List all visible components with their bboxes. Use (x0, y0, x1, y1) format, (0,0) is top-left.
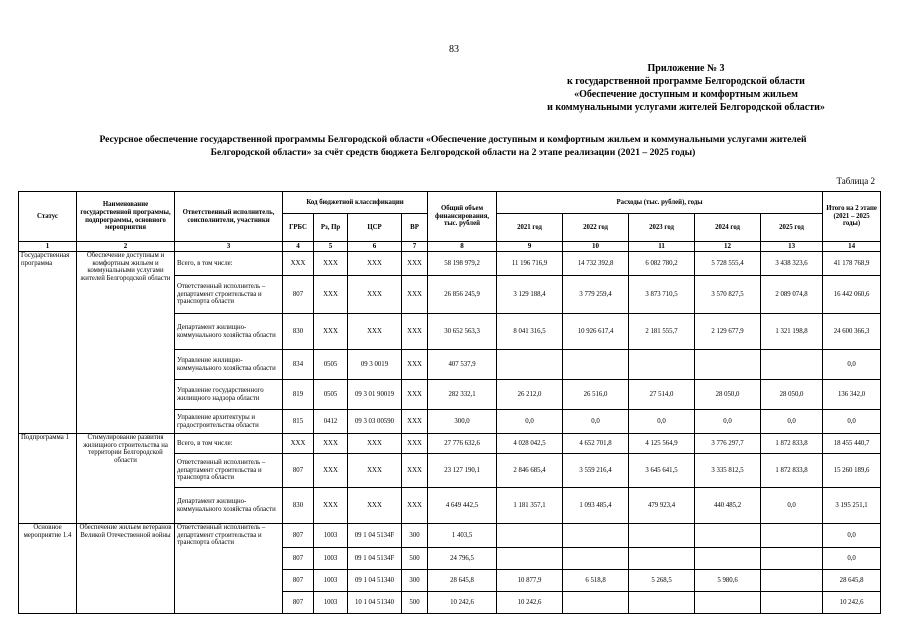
cell-csr: 09 1 04 5134F (348, 548, 402, 570)
cell-vr: 500 (402, 592, 428, 614)
cell-2025 (761, 350, 823, 380)
row-executor: Управление жилищно-коммунального хозяйства области (175, 350, 283, 380)
cell-2021: 3 129 188,4 (497, 276, 563, 314)
column-number: 8 (428, 242, 497, 252)
cell-stage-total: 0,0 (823, 410, 881, 434)
appendix-line: «Обеспечение доступным и комфортным жильем (574, 89, 798, 100)
cell-stage-total: 28 645,8 (823, 570, 881, 592)
cell-2023: 27 514,0 (629, 380, 695, 410)
row-executor: Ответственный исполнитель – департамент строительства и транспорта области (175, 524, 283, 614)
cell-2021: 10 877,9 (497, 570, 563, 592)
cell-2025: 0,0 (761, 410, 823, 434)
appendix-line: Приложение № 3 (647, 63, 725, 74)
column-number: 14 (823, 242, 881, 252)
cell-stage-total: 136 342,0 (823, 380, 881, 410)
cell-rzpr: 1003 (314, 524, 348, 548)
cell-2022 (563, 350, 629, 380)
cell-csr: 09 3 01 90019 (348, 380, 402, 410)
cell-rzpr: ХХХ (314, 434, 348, 454)
cell-csr: ХХХ (348, 252, 402, 276)
row-executor: Управление архитектуры и градостроительства области (175, 410, 283, 434)
cell-total: 23 127 190,1 (428, 454, 497, 488)
cell-total: 26 856 245,9 (428, 276, 497, 314)
cell-2022: 4 652 701,8 (563, 434, 629, 454)
cell-total: 58 198 979,2 (428, 252, 497, 276)
cell-2024: 5 728 555,4 (695, 252, 761, 276)
cell-rzpr: ХХХ (314, 488, 348, 524)
cell-stage-total: 0,0 (823, 548, 881, 570)
cell-stage-total: 3 195 251,1 (823, 488, 881, 524)
header-year-2023: 2023 год (629, 214, 695, 242)
cell-csr: ХХХ (348, 314, 402, 350)
column-number: 1 (19, 242, 77, 252)
row-executor: Управление государственного жилищного надзора области (175, 380, 283, 410)
cell-2023: 2 181 555,7 (629, 314, 695, 350)
cell-csr: 09 3 03 00590 (348, 410, 402, 434)
table-row (19, 524, 881, 548)
cell-rzpr: ХХХ (314, 454, 348, 488)
appendix-header (520, 62, 852, 114)
page-number: 83 (449, 44, 459, 55)
cell-2022: 1 093 485,4 (563, 488, 629, 524)
cell-total: 407 537,9 (428, 350, 497, 380)
cell-2023: 0,0 (629, 410, 695, 434)
cell-csr: ХХХ (348, 488, 402, 524)
cell-2023: 3 645 641,5 (629, 454, 695, 488)
cell-2021: 11 196 716,9 (497, 252, 563, 276)
cell-total: 24 796,5 (428, 548, 497, 570)
cell-2022: 3 559 216,4 (563, 454, 629, 488)
header-executor: Ответственный исполнитель, соисполнители, участники (175, 192, 283, 242)
cell-grbs: 807 (283, 548, 314, 570)
cell-2021 (497, 548, 563, 570)
cell-2022: 3 779 259,4 (563, 276, 629, 314)
row-name: Стимулирование развития жилищного строительства на территории Белгородской области (77, 434, 175, 524)
column-number: 4 (283, 242, 314, 252)
cell-csr: ХХХ (348, 434, 402, 454)
cell-csr: ХХХ (348, 276, 402, 314)
cell-2023: 479 923,4 (629, 488, 695, 524)
row-executor: Всего, в том числе: (175, 434, 283, 454)
cell-2022 (563, 592, 629, 614)
header-year-2022: 2022 год (563, 214, 629, 242)
header-rzpr: Рз, Пр (314, 214, 348, 242)
row-executor: Ответственный исполнитель – департамент строительства и транспорта области (175, 454, 283, 488)
table-row (19, 434, 881, 454)
cell-stage-total: 18 455 440,7 (823, 434, 881, 454)
cell-total: 282 332,1 (428, 380, 497, 410)
document-title (22, 133, 884, 159)
cell-stage-total: 41 178 768,9 (823, 252, 881, 276)
cell-2025: 1 872 833,8 (761, 454, 823, 488)
cell-2022: 0,0 (563, 410, 629, 434)
cell-rzpr: ХХХ (314, 252, 348, 276)
cell-total: 28 645,8 (428, 570, 497, 592)
cell-rzpr: ХХХ (314, 276, 348, 314)
row-status: Государственная программа (19, 252, 77, 434)
cell-vr: ХХХ (402, 454, 428, 488)
row-executor: Всего, в том числе: (175, 252, 283, 276)
cell-2024 (695, 548, 761, 570)
cell-2023 (629, 592, 695, 614)
cell-2021: 26 212,0 (497, 380, 563, 410)
cell-2023 (629, 350, 695, 380)
cell-2025 (761, 592, 823, 614)
column-number: 9 (497, 242, 563, 252)
cell-2024: 5 980,6 (695, 570, 761, 592)
cell-2024: 28 050,0 (695, 380, 761, 410)
cell-csr: 09 1 04 51340 (348, 570, 402, 592)
row-status: Подпрограмма 1 (19, 434, 77, 524)
cell-2023: 6 082 780,2 (629, 252, 695, 276)
cell-grbs: 807 (283, 276, 314, 314)
header-csr: ЦСР (348, 214, 402, 242)
table-label: Таблица 2 (836, 176, 875, 186)
cell-2025: 2 089 074,8 (761, 276, 823, 314)
cell-csr: 09 3 0019 (348, 350, 402, 380)
cell-2024: 3 776 297,7 (695, 434, 761, 454)
title-line: Ресурсное обеспечение государственной программы Белгородской области «Обеспечение доступным и комфортным жильем и коммунальными услугами жителей (99, 134, 807, 145)
cell-2025: 3 438 323,6 (761, 252, 823, 276)
cell-2021: 1 181 357,1 (497, 488, 563, 524)
cell-2022 (563, 524, 629, 548)
cell-2024: 0,0 (695, 410, 761, 434)
cell-2022 (563, 548, 629, 570)
cell-grbs: ХХХ (283, 252, 314, 276)
cell-2021 (497, 524, 563, 548)
title-line: Белгородской области» за счёт средств бюджета Белгородской области на 2 этапе реализации (2021 – 2025 годы) (210, 147, 696, 158)
cell-rzpr: 0505 (314, 350, 348, 380)
cell-grbs: ХХХ (283, 434, 314, 454)
column-number: 10 (563, 242, 629, 252)
cell-2023: 4 125 564,9 (629, 434, 695, 454)
cell-2021: 4 028 042,5 (497, 434, 563, 454)
cell-vr: 300 (402, 524, 428, 548)
cell-2021: 10 242,6 (497, 592, 563, 614)
header-status: Статус (19, 192, 77, 242)
column-number: 13 (761, 242, 823, 252)
cell-2021: 2 846 685,4 (497, 454, 563, 488)
header-total: Общий объем финансирования, тыс. рублей (428, 192, 497, 242)
column-number: 2 (77, 242, 175, 252)
cell-grbs: 807 (283, 570, 314, 592)
cell-stage-total: 10 242,6 (823, 592, 881, 614)
cell-2024: 3 335 812,5 (695, 454, 761, 488)
header-year-2024: 2024 год (695, 214, 761, 242)
cell-2023: 3 873 710,5 (629, 276, 695, 314)
cell-2024: 440 485,2 (695, 488, 761, 524)
cell-total: 30 652 563,3 (428, 314, 497, 350)
cell-2025: 0,0 (761, 488, 823, 524)
cell-stage-total: 24 600 366,3 (823, 314, 881, 350)
column-number: 11 (629, 242, 695, 252)
cell-2022: 26 516,0 (563, 380, 629, 410)
cell-stage-total: 0,0 (823, 350, 881, 380)
cell-2024 (695, 592, 761, 614)
cell-vr: ХХХ (402, 410, 428, 434)
cell-vr: ХХХ (402, 380, 428, 410)
row-status: Основное мероприятие 1.4 (19, 524, 77, 614)
cell-grbs: 807 (283, 454, 314, 488)
column-number: 7 (402, 242, 428, 252)
appendix-line: к государственной программе Белгородской области (567, 76, 805, 87)
cell-rzpr: 1003 (314, 548, 348, 570)
cell-csr: 10 1 04 51340 (348, 592, 402, 614)
cell-grbs: 807 (283, 524, 314, 548)
cell-2024 (695, 350, 761, 380)
row-name: Обеспечение жильем ветеранов Великой Отечественной войны (77, 524, 175, 614)
row-executor: Департамент жилищно-коммунального хозяйства области (175, 488, 283, 524)
cell-2022: 14 732 392,8 (563, 252, 629, 276)
cell-total: 10 242,6 (428, 592, 497, 614)
cell-vr: ХХХ (402, 488, 428, 524)
cell-vr: ХХХ (402, 434, 428, 454)
cell-vr: ХХХ (402, 350, 428, 380)
cell-2023 (629, 524, 695, 548)
row-executor: Ответственный исполнитель – департамент строительства и транспорта области (175, 276, 283, 314)
cell-2024 (695, 524, 761, 548)
cell-grbs: 830 (283, 314, 314, 350)
cell-vr: 300 (402, 570, 428, 592)
row-name: Обеспечение доступным и комфортным жильем и коммунальными услугами жителей Белгородской области (77, 252, 175, 434)
cell-2021 (497, 350, 563, 380)
header-name: Наименование государственной программы, подпрограммы, основного мероприятия (77, 192, 175, 242)
cell-2021: 0,0 (497, 410, 563, 434)
header-year-2025: 2025 год (761, 214, 823, 242)
cell-rzpr: 0412 (314, 410, 348, 434)
cell-2022: 6 518,8 (563, 570, 629, 592)
row-executor: Департамент жилищно-коммунального хозяйства области (175, 314, 283, 350)
cell-rzpr: 0505 (314, 380, 348, 410)
cell-grbs: 815 (283, 410, 314, 434)
column-number: 12 (695, 242, 761, 252)
header-expenses: Расходы (тыс. рублей), годы (497, 192, 823, 214)
cell-2021: 8 041 316,5 (497, 314, 563, 350)
column-number: 3 (175, 242, 283, 252)
cell-2025 (761, 570, 823, 592)
cell-total: 27 776 632,6 (428, 434, 497, 454)
column-number: 5 (314, 242, 348, 252)
cell-total: 4 649 442,5 (428, 488, 497, 524)
header-vr: ВР (402, 214, 428, 242)
table-row (19, 252, 881, 276)
cell-2024: 3 570 827,5 (695, 276, 761, 314)
cell-2025: 28 050,0 (761, 380, 823, 410)
cell-2025: 1 872 833,8 (761, 434, 823, 454)
cell-rzpr: ХХХ (314, 314, 348, 350)
header-stage-total: Итого на 2 этапе (2021 – 2025 годы) (823, 192, 881, 242)
cell-2023: 5 268,5 (629, 570, 695, 592)
cell-stage-total: 16 442 060,6 (823, 276, 881, 314)
cell-csr: ХХХ (348, 454, 402, 488)
header-budget-code: Код бюджетной классификации (283, 192, 428, 214)
cell-2025 (761, 548, 823, 570)
cell-total: 300,0 (428, 410, 497, 434)
cell-stage-total: 0,0 (823, 524, 881, 548)
header-grbs: ГРБС (283, 214, 314, 242)
cell-grbs: 834 (283, 350, 314, 380)
cell-2022: 10 926 617,4 (563, 314, 629, 350)
cell-grbs: 830 (283, 488, 314, 524)
cell-csr: 09 1 04 5134F (348, 524, 402, 548)
cell-total: 1 403,5 (428, 524, 497, 548)
cell-grbs: 807 (283, 592, 314, 614)
cell-grbs: 819 (283, 380, 314, 410)
column-number: 6 (348, 242, 402, 252)
cell-2025: 1 321 198,8 (761, 314, 823, 350)
cell-vr: 500 (402, 548, 428, 570)
cell-2025 (761, 524, 823, 548)
cell-rzpr: 1003 (314, 570, 348, 592)
cell-rzpr: 1003 (314, 592, 348, 614)
cell-vr: ХХХ (402, 314, 428, 350)
cell-stage-total: 15 260 189,6 (823, 454, 881, 488)
appendix-line: и коммунальными услугами жителей Белгородской области» (547, 102, 825, 113)
cell-2023 (629, 548, 695, 570)
resource-table (18, 191, 881, 614)
cell-2024: 2 129 677,9 (695, 314, 761, 350)
header-year-2021: 2021 год (497, 214, 563, 242)
cell-vr: ХХХ (402, 252, 428, 276)
cell-vr: ХХХ (402, 276, 428, 314)
